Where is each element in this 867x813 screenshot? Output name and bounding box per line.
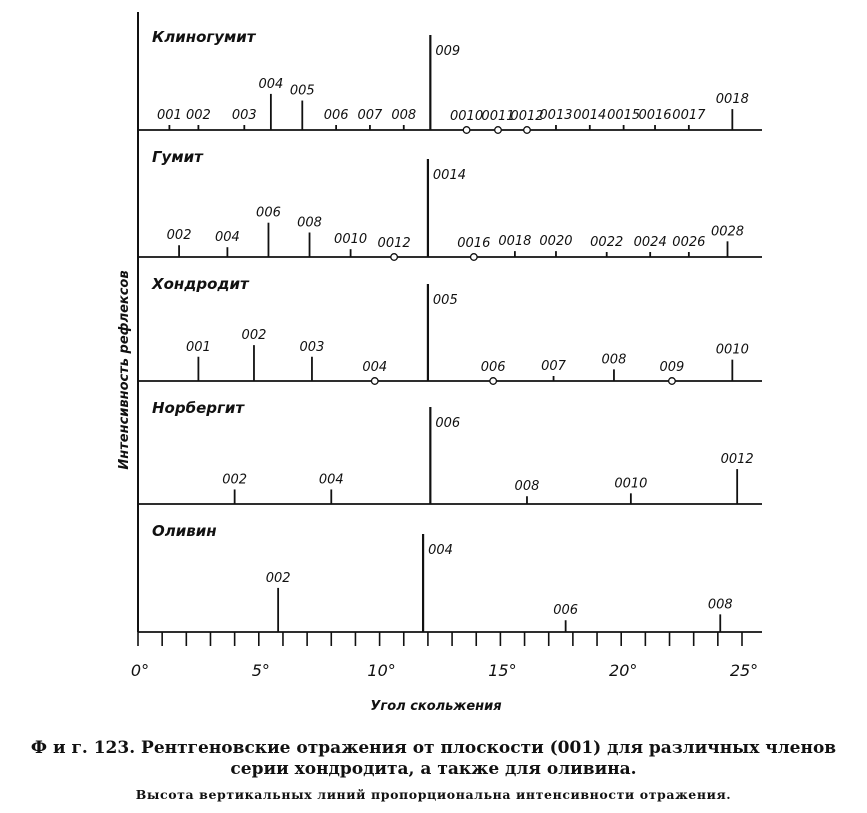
peak-label: 0010 xyxy=(450,109,484,124)
absent-reflection-marker xyxy=(463,127,470,134)
peak-label: 0018 xyxy=(498,234,532,250)
peak-label: 0012 xyxy=(720,452,754,468)
panel-name: Оливин xyxy=(152,522,217,540)
peak-label: 0020 xyxy=(539,234,573,250)
peak-label: 0028 xyxy=(710,224,745,240)
x-tick-label: 10° xyxy=(367,661,396,680)
panel xyxy=(138,28,762,133)
absent-reflection-marker xyxy=(471,254,478,261)
figure-caption-note: Высота вертикальных линий пропорциональна интенсивности отражения. xyxy=(135,787,732,802)
panel xyxy=(138,399,762,504)
peak-label: 0010 xyxy=(715,342,749,358)
x-tick-label: 20° xyxy=(609,661,638,680)
peak-label: 004 xyxy=(318,472,344,488)
peak-label: 004 xyxy=(362,360,388,375)
x-tick-label: 15° xyxy=(488,661,517,680)
panel-name: Клиногумит xyxy=(152,28,256,46)
peak-label: 007 xyxy=(357,108,383,123)
panel xyxy=(138,522,762,632)
peak-label: 006 xyxy=(323,108,349,123)
peak-label: 0015 xyxy=(607,108,641,123)
peak-label: 0016 xyxy=(638,108,672,123)
panel-name: Норбергит xyxy=(152,399,245,417)
panel-name: Гумит xyxy=(152,148,203,166)
panel-name: Хондродит xyxy=(152,275,249,293)
peak-label: 001 xyxy=(156,108,182,123)
peak-label: 0013 xyxy=(539,108,573,123)
absent-reflection-marker xyxy=(391,254,398,261)
peak-label: 0014 xyxy=(573,108,607,123)
y-axis-title: Интенсивность рефлексов xyxy=(117,270,132,470)
peak-label: 006 xyxy=(553,603,579,619)
peak-label: 008 xyxy=(391,108,417,123)
peak-label: 0014 xyxy=(432,168,467,183)
panel xyxy=(138,148,762,260)
peak-label: 0022 xyxy=(590,235,624,250)
peak-label: 005 xyxy=(432,293,458,308)
peak-label: 004 xyxy=(258,76,284,92)
peak-label: 002 xyxy=(166,228,192,244)
peak-label: 006 xyxy=(256,205,281,221)
peak-label: 009 xyxy=(659,360,685,375)
absent-reflection-marker xyxy=(490,378,497,385)
peak-label: 004 xyxy=(214,230,240,246)
peak-label: 003 xyxy=(231,108,257,123)
peak-label: 002 xyxy=(222,472,248,488)
peak-label: 007 xyxy=(541,359,566,374)
peak-label: 0016 xyxy=(457,236,491,251)
x-tick-label: 25° xyxy=(729,661,759,680)
peak-label: 005 xyxy=(289,83,315,99)
absent-reflection-marker xyxy=(495,127,502,134)
absent-reflection-marker xyxy=(371,378,378,385)
peak-label: 0026 xyxy=(672,235,706,250)
peak-label: 008 xyxy=(297,215,322,231)
peak-label: 008 xyxy=(601,352,627,368)
panel xyxy=(138,275,762,384)
peak-label: 001 xyxy=(185,339,211,355)
peak-label: 002 xyxy=(265,570,291,586)
peak-label: 0010 xyxy=(614,476,648,492)
peak-label: 0012 xyxy=(377,236,411,251)
peak-label: 0011 xyxy=(481,109,515,124)
peak-label: 006 xyxy=(435,416,461,431)
peak-label: 009 xyxy=(435,44,461,59)
peak-label: 004 xyxy=(428,543,453,558)
peak-label: 006 xyxy=(480,360,506,375)
absent-reflection-marker xyxy=(524,127,531,134)
peak-label: 0010 xyxy=(334,232,368,248)
peak-label: 0012 xyxy=(510,109,544,124)
peak-label: 008 xyxy=(707,597,733,613)
x-tick-label: 5° xyxy=(251,661,270,680)
peak-label: 0017 xyxy=(672,108,706,123)
x-tick-label: 0° xyxy=(130,661,150,680)
x-axis-title: Угол скольжения xyxy=(370,699,502,714)
peak-label: 0024 xyxy=(633,235,667,250)
figure-caption: Ф и г. 123. Рентгеновские отражения от плоскости (001) для различных членов серии хондродита, а также для оливина. xyxy=(30,738,837,779)
peak-label: 003 xyxy=(299,339,325,355)
absent-reflection-marker xyxy=(669,378,676,385)
peak-label: 0018 xyxy=(715,92,749,108)
peak-label: 008 xyxy=(514,479,540,495)
peak-label: 002 xyxy=(185,108,211,123)
peak-label: 002 xyxy=(241,328,267,344)
